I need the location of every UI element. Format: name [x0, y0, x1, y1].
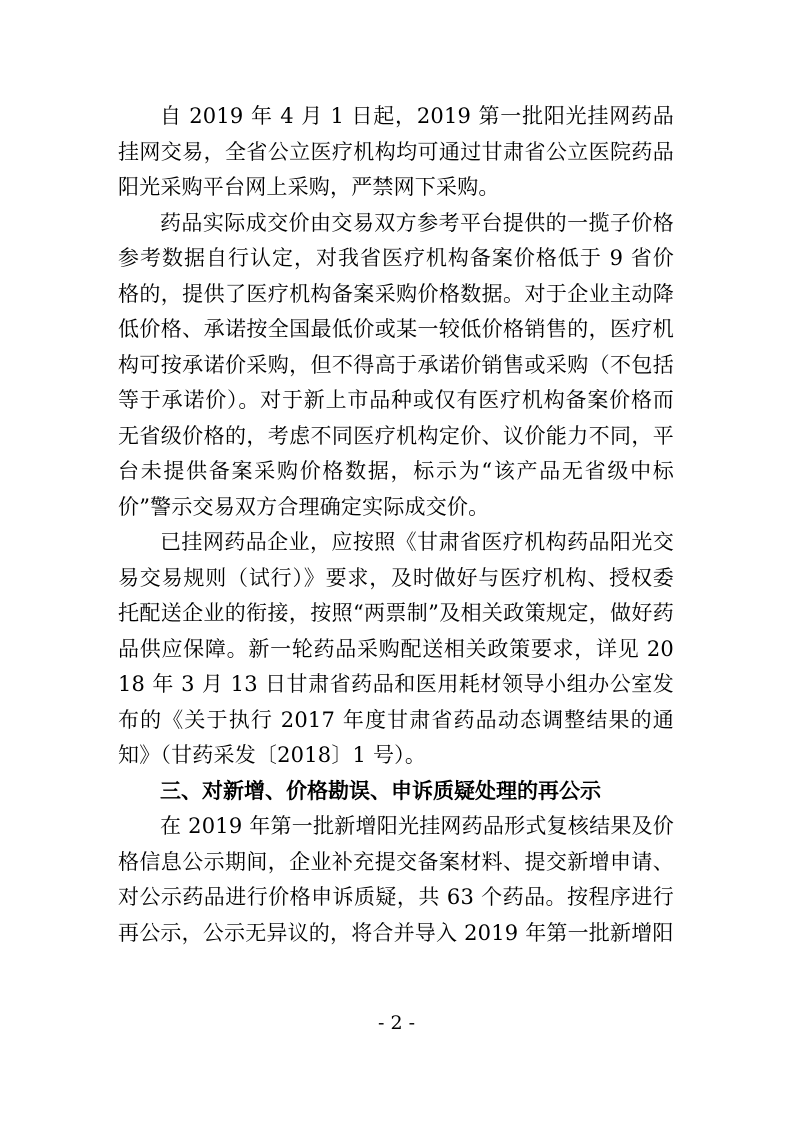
paragraph-1: 自 2019 年 4 月 1 日起，2019 第一批阳光挂网药品挂网交易，全省公立医疗机构均可通过甘肃省公立医院药品阳光采购平台网上采购，严禁网下采购。: [118, 104, 674, 199]
paragraph-3: 已挂网药品企业，应按照《甘肃省医疗机构药品阳光交易交易规则（试行）》要求，及时做好与医疗机构、授权委托配送企业的衔接，按照“两票制”及相关政策规定，做好药品供应保障。新一轮药品采购配送相关政策要求，详见 2018 年 3 月 13 日甘肃省药品和医用耗材领导小组办公室发布的《关于执行 2017 年度甘肃省药品动态调整结果的通知》（甘药采发〔2018〕1 号）。: [118, 530, 674, 767]
document-body: [118, 99, 674, 951]
paragraph-2: 药品实际成交价由交易双方参考平台提供的一揽子价格参考数据自行认定，对我省医疗机构备案价格低于 9 省价格的，提供了医疗机构备案采购价格数据。对于企业主动降低价格、承诺按全国最低价或某一较低价格销售的，医疗机构可按承诺价采购，但不得高于承诺价销售或采购（不包括等于承诺价）。对于新上市品种或仅有医疗机构备案价格而无省级价格的，考虑不同医疗机构定价、议价能力不同，平台未提供备案采购价格数据，标示为“该产品无省级中标价”警示交易双方合理确定实际成交价。: [118, 210, 674, 519]
section-heading: 三、对新增、价格勘误、申诉质疑处理的再公示: [160, 778, 601, 803]
page-number: - 2 -: [377, 1012, 415, 1034]
paragraph-4: 在 2019 年第一批新增阳光挂网药品形式复核结果及价格信息公示期间，企业补充提交备案材料、提交新增申请、对公示药品进行价格申诉质疑，共 63 个药品。按程序进行再公示，公示无异议的，将合并导入 2019 年第一批新增阳: [118, 814, 674, 945]
